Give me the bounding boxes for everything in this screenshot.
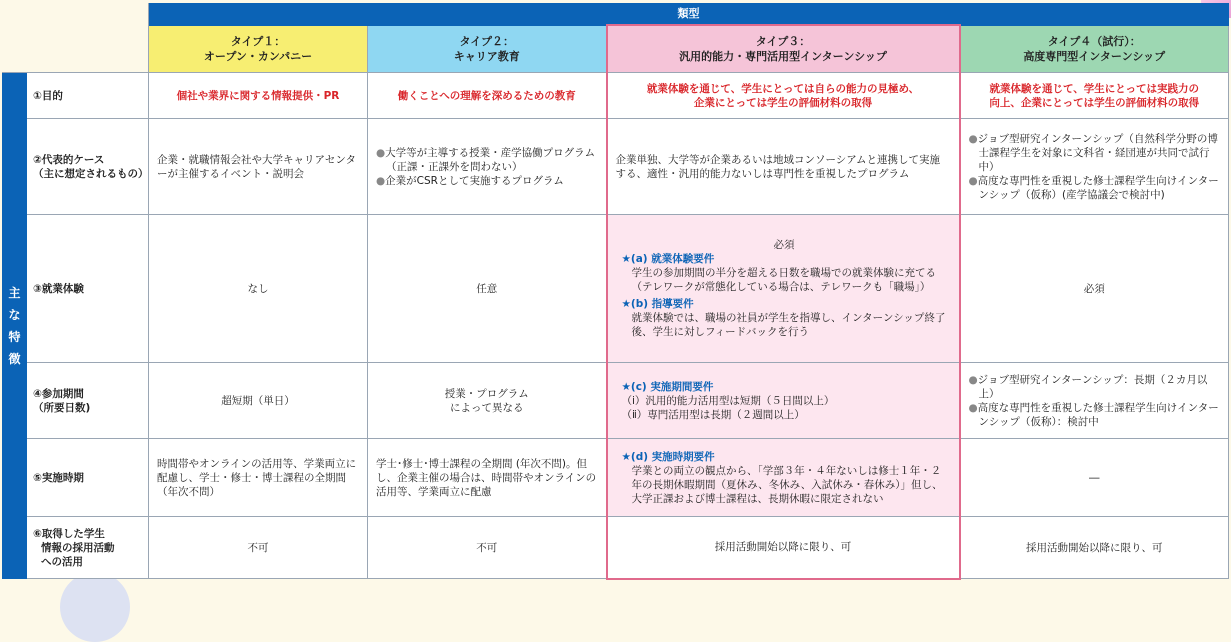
row-label-experience: ③就業体験: [27, 215, 149, 363]
recruitment-type-3: 採用活動開始以降に限り、可: [607, 517, 960, 579]
row-label-recruitment-line-3: への活用: [41, 555, 83, 568]
bullet-text: 企業がCSRとして実施するプログラム: [385, 174, 564, 187]
side-label-main-features: [3, 73, 27, 579]
row-label-purpose: ①目的: [27, 73, 149, 119]
guidance-requirement-title: ★(b) 指導要件: [621, 298, 694, 310]
side-char: 主: [8, 285, 21, 300]
side-char: 徴: [8, 351, 21, 366]
row-label-period-line-1: ④参加期間: [33, 387, 84, 400]
period-type-3: [607, 363, 960, 439]
period-type-2-line-1: 授業・プログラム: [444, 387, 529, 400]
experience-required: 必須: [773, 239, 795, 251]
bullet-text: 高度な専門性を重視した修士課程学生向けインターンシップ（仮称）：検討中: [977, 401, 1219, 428]
purpose-type-4-line-2: 向上、企業にとっては学生の評価材料の取得: [989, 96, 1200, 109]
timing-type-2: 学士･修士･博士課程の全期間 (年次不問)。但し、企業主催の場合は、時間帯やオンラインの活用等、学業両立に配慮: [368, 439, 607, 517]
period-type-2: [368, 363, 607, 439]
experience-type-3: [607, 215, 960, 363]
type-1-header: [149, 25, 368, 73]
cases-type-4: [960, 119, 1229, 215]
type-4-number: タイプ４（試行）：: [1047, 34, 1141, 48]
corner-blank: [3, 4, 149, 73]
period-requirement-long: （ⅱ）専門活用型は長期（２週間以上）: [621, 408, 805, 421]
period-requirement-title: ★(c) 実施期間要件: [621, 380, 714, 393]
experience-type-4: 必須: [960, 215, 1229, 363]
purpose-type-3: [607, 73, 960, 119]
period-requirement-short: （ⅰ）汎用的能力活用型は短期（５日間以上）: [621, 394, 835, 407]
purpose-type-4-line-1: 就業体験を通じて、学生にとっては実践力の: [989, 82, 1200, 95]
period-type-4-bullet-1: ●ジョブ型研究インターンシップ：長期（２カ月以上）: [968, 373, 1208, 400]
category-header: 類型: [149, 4, 1229, 26]
experience-type-1: なし: [149, 215, 368, 363]
cases-type-1: 企業・就職情報会社や大学キャリアセンターが主催するイベント・説明会: [149, 119, 368, 215]
type-2-name: キャリア教育: [453, 49, 520, 63]
cases-type-3: 企業単独、大学等が企業あるいは地域コンソーシアムと連携して実施する、適性・汎用的能力ないしは専門性を重視したプログラム: [607, 119, 960, 215]
period-type-2-line-2: によって異なる: [450, 401, 524, 414]
type-3-number: タイプ３：: [755, 35, 811, 48]
cases-type-2: [368, 119, 607, 215]
bullet-text: 大学等が主導する授業・産学協働プログラム（正課・正課外を問わない）: [385, 146, 596, 173]
purpose-type-3-line-1: 就業体験を通じて、学生にとっては自らの能力の見極め、: [646, 82, 920, 95]
work-experience-requirement-title: ★(a) 就業体験要件: [621, 253, 715, 265]
row-label-recruitment-line-2: 情報の採用活動: [41, 541, 115, 554]
decorative-circle: [60, 572, 130, 642]
timing-requirement-title: ★(d) 実施時期要件: [621, 450, 715, 463]
internship-type-table: [2, 3, 1229, 580]
recruitment-type-4: 採用活動開始以降に限り、可: [960, 517, 1229, 579]
row-label-cases-line-1: ②代表的ケース: [33, 153, 105, 166]
recruitment-type-1: 不可: [149, 517, 368, 579]
row-label-cases-line-2: （主に想定されるもの）: [33, 167, 149, 180]
row-label-cases: [27, 119, 149, 215]
period-type-4: [960, 363, 1229, 439]
row-label-timing: ⑤実施時期: [27, 439, 149, 517]
type-2-header: [368, 25, 607, 73]
row-label-period-line-2: （所要日数): [33, 401, 91, 414]
type-3-name: 汎用的能力・専門活用型インターンシップ: [679, 50, 887, 63]
timing-type-3: [607, 439, 960, 517]
type-4-header: [960, 25, 1229, 73]
type-1-number: タイプ１：: [230, 34, 286, 48]
cases-type-4-bullet-1: ●ジョブ型研究インターンシップ（自然科学分野の博士課程学生を対象に文科省・経団連が共同で試行中）: [968, 132, 1218, 173]
row-label-recruitment-line-1: ⑥取得した学生: [33, 527, 105, 540]
work-experience-requirement-text: 学生の参加期間の半分を超える日数を職場での就業体験に充てる: [631, 267, 936, 279]
type-1-name: オープン・カンパニー: [203, 49, 313, 63]
row-label-recruitment-use: [27, 517, 149, 579]
purpose-type-3-line-2: 企業にとっては学生の評価材料の取得: [693, 96, 873, 109]
cases-type-4-bullet-2: ●高度な専門性を重視した修士課程学生向けインターンシップ（仮称）(産学協議会で検討中): [968, 174, 1219, 201]
timing-requirement-text: 学業との両立の観点から、「学部３年・４年ないしは修士１年・２年の長期休暇期間（夏休み、冬休み、入試休み・春休み）」但し、大学正課および博士課程は、長期休暇に限定されない: [631, 464, 943, 505]
purpose-type-2: 働くことへの理解を深めるための教育: [368, 73, 607, 119]
cases-type-2-bullet-2: ●企業がCSRとして実施するプログラム: [376, 174, 564, 187]
experience-type-2: 任意: [368, 215, 607, 363]
timing-type-4: ―: [960, 439, 1229, 517]
cases-type-2-bullet-1: ●大学等が主導する授業・産学協働プログラム（正課・正課外を問わない）: [376, 146, 596, 173]
timing-type-1: 時間帯やオンラインの活用等、学業両立に配慮し、学士・修士・博士課程の全期間（年次不問）: [149, 439, 368, 517]
period-type-4-bullet-2: ●高度な専門性を重視した修士課程学生向けインターンシップ（仮称）：検討中: [968, 401, 1219, 428]
side-char: 特: [8, 329, 21, 344]
type-4-name: 高度専門型インターンシップ: [1023, 49, 1166, 63]
row-label-period: [27, 363, 149, 439]
purpose-type-1: 個社や業界に関する情報提供・PR: [149, 73, 368, 119]
type-3-header: [607, 25, 960, 73]
bullet-text: ジョブ型研究インターンシップ：長期（２カ月以上）: [977, 373, 1208, 400]
bullet-text: ジョブ型研究インターンシップ（自然科学分野の博士課程学生を対象に文科省・経団連が共同で試行中）: [977, 132, 1218, 173]
work-experience-requirement-note: （テレワークが常態化している場合は、テレワークも「職場」）: [631, 281, 931, 293]
type-2-number: タイプ２：: [459, 34, 514, 48]
bullet-text: 高度な専門性を重視した修士課程学生向けインターンシップ（仮称）(産学協議会で検討中): [977, 174, 1219, 201]
guidance-requirement-text: 就業体験では、職場の社員が学生を指導し、インターンシップ終了後、学生に対しフィードバックを行う: [631, 312, 946, 338]
side-char: な: [8, 307, 21, 322]
purpose-type-4: [960, 73, 1229, 119]
recruitment-type-2: 不可: [368, 517, 607, 579]
period-type-1: 超短期（単日）: [149, 363, 368, 439]
